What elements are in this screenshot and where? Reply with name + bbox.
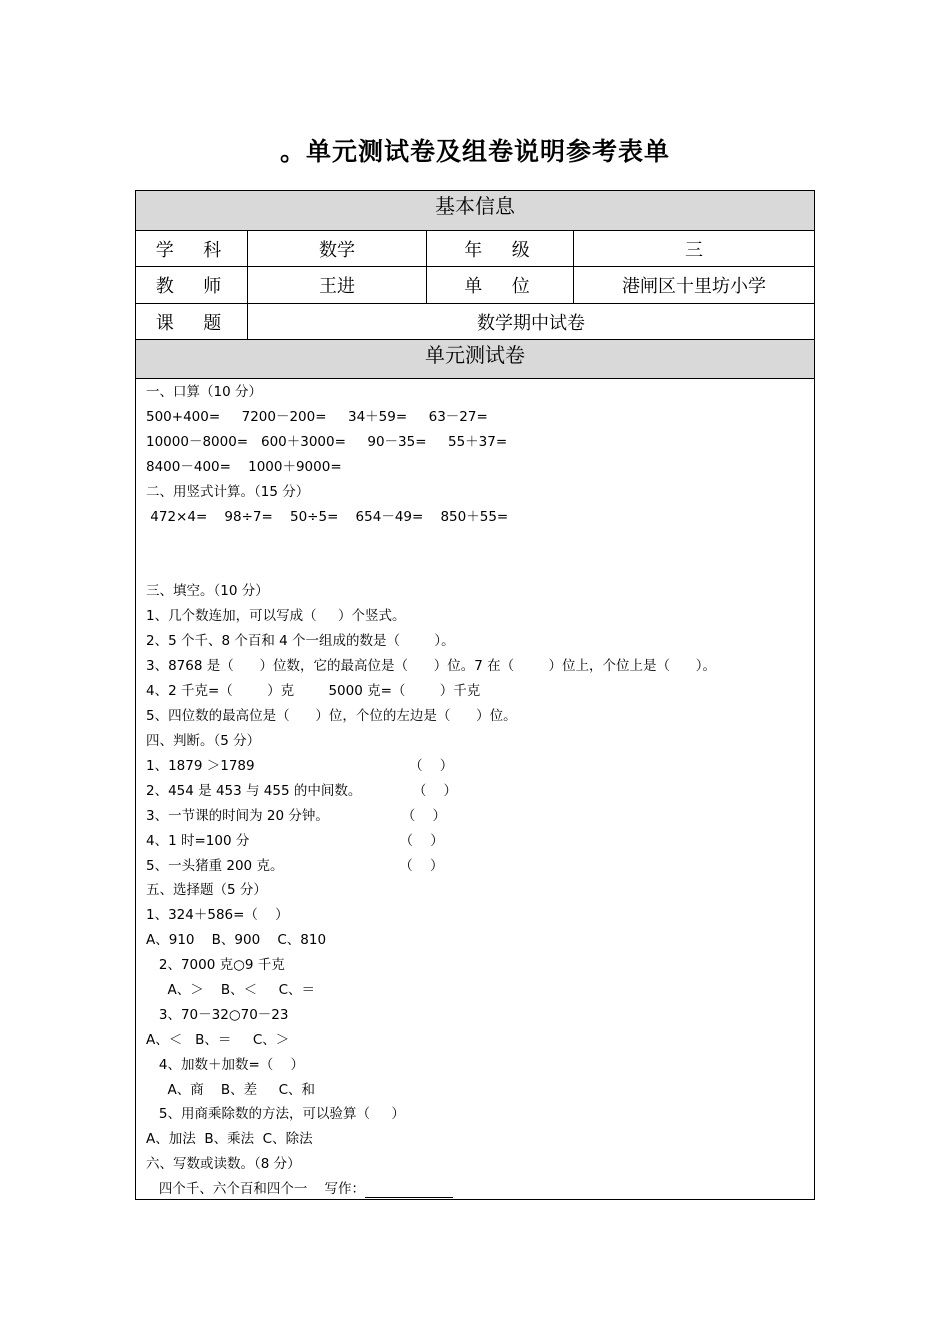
teacher-value: 王进 (319, 276, 355, 297)
question-line: 1、1879 ＞1789 （ ） (146, 758, 454, 774)
question-line: 2、5 个千、8 个百和 4 个一组成的数是（ ）。 (146, 633, 455, 649)
question-line: 1、324＋586=（ ） (146, 907, 289, 923)
question-line: 2、454 是 453 与 455 的中间数。 （ ） (146, 783, 458, 799)
info-row-subject (136, 231, 814, 267)
test-content (146, 383, 808, 1199)
question-line: A、＞ B、＜ C、＝ (146, 982, 316, 998)
question-line: A、加法 B、乘法 C、除法 (146, 1131, 313, 1147)
section-heading: 四、判断。（5 分） (146, 733, 261, 749)
teacher-label-cell (136, 267, 248, 303)
grade-value: 三 (685, 239, 703, 261)
section-heading: 六、写数或读数。（8 分） (146, 1156, 301, 1172)
topic-label: 课 题 (155, 312, 228, 334)
section-heading: 三、填空。（10 分） (146, 583, 269, 599)
question-line: A、＜ B、＝ C、＞ (146, 1032, 290, 1048)
info-row-topic (136, 304, 814, 340)
question-line: 5、用商乘除数的方法，可以验算（ ） (146, 1106, 405, 1122)
question-line: 4、1 时=100 分 （ ） (146, 833, 444, 849)
subject-value: 数学 (319, 239, 355, 261)
question-line: 4、2 千克=（ ）克 5000 克=（ ）千克 (146, 683, 481, 699)
info-row-teacher (136, 267, 814, 304)
question-line-with-blank (146, 1180, 453, 1198)
subject-value-cell (248, 231, 427, 266)
question-line: 500+400= 7200－200= 34＋59= 63－27= (146, 409, 488, 425)
question-line: 5、一头猪重 200 克。 （ ） (146, 858, 444, 874)
question-line: A、910 B、900 C、810 (146, 932, 327, 948)
topic-value-cell (248, 304, 814, 339)
section-heading: 一、口算（10 分） (146, 384, 262, 400)
question-line: 10000－8000= 600＋3000= 90－35= 55＋37= (146, 434, 508, 450)
section-heading: 二、用竖式计算。（15 分） (146, 484, 310, 500)
topic-value: 数学期中试卷 (477, 312, 585, 334)
grade-label-cell (427, 231, 574, 266)
test-header (136, 340, 814, 379)
unit-label: 单 位 (464, 276, 536, 297)
basic-info-title: 基本信息 (435, 194, 515, 218)
question-line: 3、8768 是（ ）位数，它的最高位是（ ）位。7 在（ ）位上，个位上是（ ）。 (146, 658, 716, 674)
question-line: 8400－400= 1000＋9000= (146, 459, 342, 475)
teacher-label: 教 师 (155, 276, 228, 297)
question-line: 2、7000 克○9 千克 (146, 957, 285, 973)
answer-blank (365, 1185, 453, 1198)
question-line: 1、几个数连加，可以写成（ ）个竖式。 (146, 608, 406, 624)
grade-value-cell (574, 231, 814, 266)
page-title: 。单元测试卷及组卷说明参考表单 (279, 137, 670, 166)
test-title: 单元测试卷 (425, 343, 525, 367)
section-heading: 五、选择题（5 分） (146, 882, 267, 898)
question-line: 5、四位数的最高位是（ ）位，个位的左边是（ ）位。 (146, 708, 517, 724)
subject-label: 学 科 (155, 239, 228, 261)
unit-value-cell (574, 267, 814, 303)
question-line: 472×4= 98÷7= 50÷5= 654－49= 850＋55= (146, 509, 509, 525)
grade-label: 年 级 (464, 239, 536, 261)
subject-label-cell (136, 231, 248, 266)
topic-label-cell (136, 304, 248, 339)
question-text: 四个千、六个百和四个一 写作： (146, 1181, 366, 1197)
basic-info-header (136, 191, 814, 231)
unit-label-cell (427, 267, 574, 303)
question-line: 3、70－32○70－23 (146, 1007, 289, 1023)
teacher-value-cell (248, 267, 427, 303)
question-line: 4、加数＋加数=（ ） (146, 1057, 304, 1073)
question-line: 3、一节课的时间为 20 分钟。 （ ） (146, 808, 446, 824)
form-table (135, 190, 815, 1200)
question-line: A、商 B、差 C、和 (146, 1082, 316, 1098)
unit-value: 港闸区十里坊小学 (622, 276, 766, 297)
